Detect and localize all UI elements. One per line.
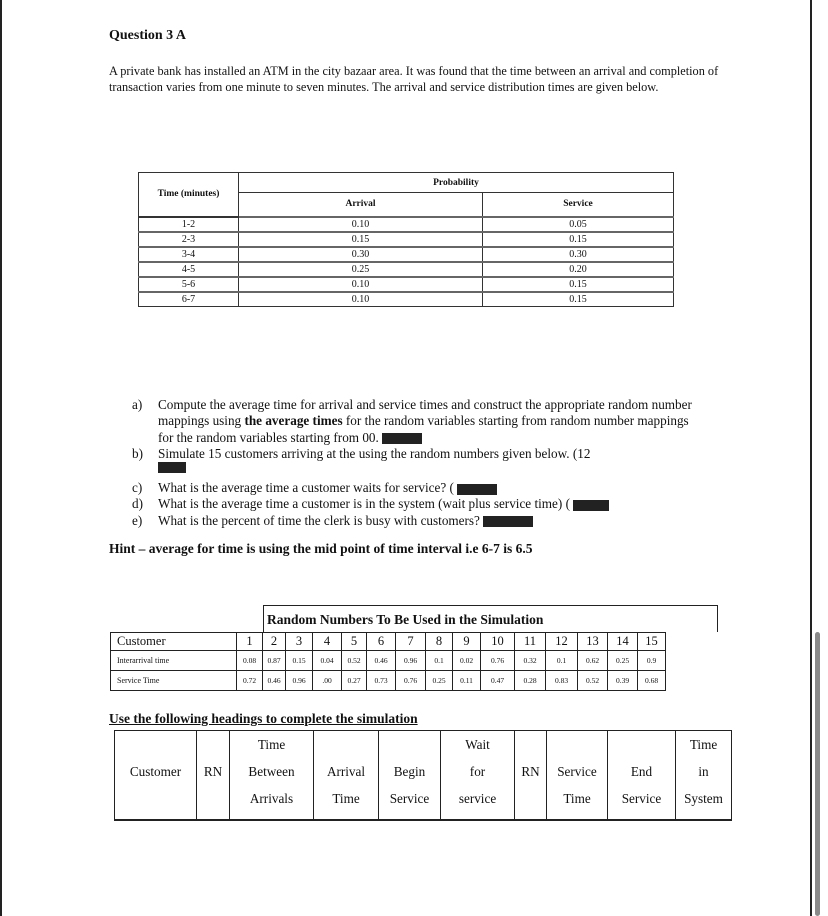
simulation-heading-cell xyxy=(197,731,230,821)
interarrival-rn-cell: 0.1 xyxy=(546,651,578,671)
time-cell: 2-3 xyxy=(139,232,239,247)
simulation-heading-cell xyxy=(314,731,379,821)
probability-row xyxy=(139,277,674,292)
customer-number-cell: 14 xyxy=(608,633,638,651)
service-rn-cell: 0.73 xyxy=(367,671,396,691)
simulation-heading-cell xyxy=(379,731,441,821)
time-header: Time (minutes) xyxy=(139,173,239,217)
simulation-headings-title: Use the following headings to complete the simulation xyxy=(109,711,418,726)
question-b-label: b) xyxy=(132,445,143,461)
probability-header: Probability xyxy=(239,173,674,193)
heading-line: for xyxy=(469,764,486,779)
simulation-heading-cell xyxy=(676,731,732,821)
heading-line xyxy=(115,731,196,758)
heading-line: Begin xyxy=(393,764,426,779)
question-c xyxy=(132,480,702,496)
question-c-text: What is the average time a customer waits for service? ( xyxy=(158,480,454,496)
service-cell: 0.15 xyxy=(483,292,674,307)
simulation-heading-cell xyxy=(547,731,608,821)
service-cell: 0.05 xyxy=(483,217,674,232)
simulation-heading-cell xyxy=(115,731,197,821)
customer-number-cell: 4 xyxy=(313,633,342,651)
redaction-mark xyxy=(158,462,186,473)
interarrival-row-label: Interarrival time xyxy=(111,651,237,671)
service-rn-cell: 0.47 xyxy=(481,671,515,691)
heading-line: Wait xyxy=(465,737,490,752)
question-e-text: What is the percent of time the clerk is busy with customers? xyxy=(158,512,480,528)
customer-row-label: Customer xyxy=(111,633,237,651)
question-e-label: e) xyxy=(132,512,143,528)
heading-line: Customer xyxy=(129,764,182,779)
rn-title-border xyxy=(717,605,718,632)
service-rn-cell: 0.83 xyxy=(546,671,578,691)
question-a-text: Compute the average time for arrival and service times and construct the appropriate random number mappings using xyxy=(158,397,692,429)
random-numbers-table xyxy=(110,632,666,691)
interarrival-rn-cell: 0.32 xyxy=(515,651,546,671)
customer-number-cell: 8 xyxy=(426,633,453,651)
random-numbers-title: Random Numbers To Be Used in the Simulation xyxy=(267,612,544,627)
heading-line: Time xyxy=(257,737,286,752)
interarrival-rn-cell: 0.52 xyxy=(342,651,367,671)
question-c-label: c) xyxy=(132,480,143,496)
scrollbar[interactable] xyxy=(815,632,820,916)
customer-number-cell: 10 xyxy=(481,633,515,651)
interarrival-rn-cell: 0.87 xyxy=(263,651,286,671)
heading-line: Time xyxy=(332,791,360,806)
interarrival-rn-cell: 0.96 xyxy=(396,651,426,671)
service-rn-cell: 0.11 xyxy=(453,671,481,691)
heading-line: End xyxy=(630,764,653,779)
interarrival-rn-cell: 0.04 xyxy=(313,651,342,671)
question-b-text: Simulate 15 customers arriving at the using the random numbers given below. (12 xyxy=(158,445,591,461)
interarrival-rn-cell: 0.9 xyxy=(638,651,666,671)
question-title: Question 3 A xyxy=(109,28,187,43)
probability-row xyxy=(139,232,674,247)
arrival-cell: 0.10 xyxy=(239,217,483,232)
question-d-text: What is the average time a customer is in the system (wait plus service time) ( xyxy=(158,496,570,512)
rn-title-border xyxy=(263,605,717,606)
heading-line: Arrivals xyxy=(249,791,294,806)
heading-line xyxy=(197,785,229,812)
probability-table xyxy=(138,172,674,307)
service-rn-cell: 0.72 xyxy=(237,671,263,691)
service-rn-cell: 0.52 xyxy=(578,671,608,691)
service-cell: 0.30 xyxy=(483,247,674,262)
interarrival-rn-cell: 0.46 xyxy=(367,651,396,671)
customer-number-cell: 13 xyxy=(578,633,608,651)
redaction-mark xyxy=(483,516,533,527)
heading-line xyxy=(515,731,546,758)
question-d-label: d) xyxy=(132,496,143,512)
service-rn-cell: .00 xyxy=(313,671,342,691)
customer-number-cell: 15 xyxy=(638,633,666,651)
question-a-text-2: for the random variables starting from random number mappings for the random variables starting from 00. xyxy=(158,413,689,445)
simulation-heading-cell xyxy=(608,731,676,821)
service-rn-cell: 0.76 xyxy=(396,671,426,691)
heading-line: Time xyxy=(689,737,718,752)
probability-row xyxy=(139,247,674,262)
questions-list xyxy=(132,397,702,529)
heading-line: in xyxy=(698,764,709,779)
heading-line xyxy=(379,731,440,758)
probability-row xyxy=(139,262,674,277)
arrival-header: Arrival xyxy=(239,193,483,217)
heading-line: RN xyxy=(203,764,223,779)
probability-row xyxy=(139,292,674,307)
heading-line: Service xyxy=(389,791,430,806)
service-cell: 0.20 xyxy=(483,262,674,277)
heading-line: Arrival xyxy=(326,764,366,779)
heading-line xyxy=(197,731,229,758)
heading-line xyxy=(115,785,196,812)
interarrival-rn-cell: 0.15 xyxy=(286,651,313,671)
question-d xyxy=(132,496,702,512)
customer-number-cell: 6 xyxy=(367,633,396,651)
simulation-heading-cell xyxy=(230,731,314,821)
redaction-mark xyxy=(573,500,609,511)
interarrival-rn-cell: 0.08 xyxy=(237,651,263,671)
time-cell: 4-5 xyxy=(139,262,239,277)
question-a-bold: the average times xyxy=(244,413,343,429)
service-header: Service xyxy=(483,193,674,217)
heading-line: RN xyxy=(521,764,540,779)
customer-number-cell: 12 xyxy=(546,633,578,651)
probability-row xyxy=(139,217,674,232)
redaction-row xyxy=(132,462,702,480)
intro-paragraph: A private bank has installed an ATM in the city bazaar area. It was found that the time between an arrival and completion of transaction varies from one minute to seven minutes. The arrival and service distribution times are given below. xyxy=(109,64,719,94)
heading-line xyxy=(608,731,675,758)
heading-line: Service xyxy=(621,791,662,806)
rn-title-border xyxy=(263,605,264,632)
service-cell: 0.15 xyxy=(483,277,674,292)
service-rn-cell: 0.46 xyxy=(263,671,286,691)
redaction-mark xyxy=(457,484,497,495)
question-e xyxy=(132,513,702,529)
question-a xyxy=(132,397,702,446)
time-cell: 5-6 xyxy=(139,277,239,292)
heading-line xyxy=(547,731,607,758)
arrival-cell: 0.10 xyxy=(239,292,483,307)
left-border xyxy=(0,0,2,916)
service-rn-cell: 0.39 xyxy=(608,671,638,691)
service-rn-cell: 0.96 xyxy=(286,671,313,691)
simulation-heading-cell xyxy=(441,731,515,821)
heading-line: Between xyxy=(248,764,295,779)
heading-line: service xyxy=(458,791,497,806)
service-row-label: Service Time xyxy=(111,671,237,691)
heading-line xyxy=(314,731,378,758)
heading-line: Service xyxy=(557,764,597,779)
time-cell: 1-2 xyxy=(139,217,239,232)
time-cell: 3-4 xyxy=(139,247,239,262)
question-b xyxy=(132,446,702,462)
arrival-cell: 0.25 xyxy=(239,262,483,277)
interarrival-rn-cell: 0.1 xyxy=(426,651,453,671)
interarrival-rn-cell: 0.62 xyxy=(578,651,608,671)
interarrival-rn-cell: 0.25 xyxy=(608,651,638,671)
customer-number-cell: 1 xyxy=(237,633,263,651)
simulation-headings-table xyxy=(114,730,732,821)
customer-number-cell: 7 xyxy=(396,633,426,651)
time-cell: 6-7 xyxy=(139,292,239,307)
arrival-cell: 0.10 xyxy=(239,277,483,292)
interarrival-rn-cell: 0.76 xyxy=(481,651,515,671)
customer-number-cell: 11 xyxy=(515,633,546,651)
question-a-label: a) xyxy=(132,397,143,412)
right-border xyxy=(810,0,812,916)
redaction-mark xyxy=(382,433,422,444)
heading-line xyxy=(515,785,546,812)
customer-number-cell: 2 xyxy=(263,633,286,651)
service-rn-cell: 0.68 xyxy=(638,671,666,691)
service-rn-cell: 0.25 xyxy=(426,671,453,691)
arrival-cell: 0.15 xyxy=(239,232,483,247)
heading-line: Time xyxy=(563,791,591,806)
hint-text: Hint – average for time is using the mid point of time interval i.e 6-7 is 6.5 xyxy=(109,541,533,556)
service-cell: 0.15 xyxy=(483,232,674,247)
customer-number-cell: 3 xyxy=(286,633,313,651)
heading-line: System xyxy=(684,791,723,806)
arrival-cell: 0.30 xyxy=(239,247,483,262)
customer-number-cell: 5 xyxy=(342,633,367,651)
simulation-heading-cell xyxy=(515,731,547,821)
customer-number-cell: 9 xyxy=(453,633,481,651)
interarrival-rn-cell: 0.02 xyxy=(453,651,481,671)
service-rn-cell: 0.28 xyxy=(515,671,546,691)
service-rn-cell: 0.27 xyxy=(342,671,367,691)
